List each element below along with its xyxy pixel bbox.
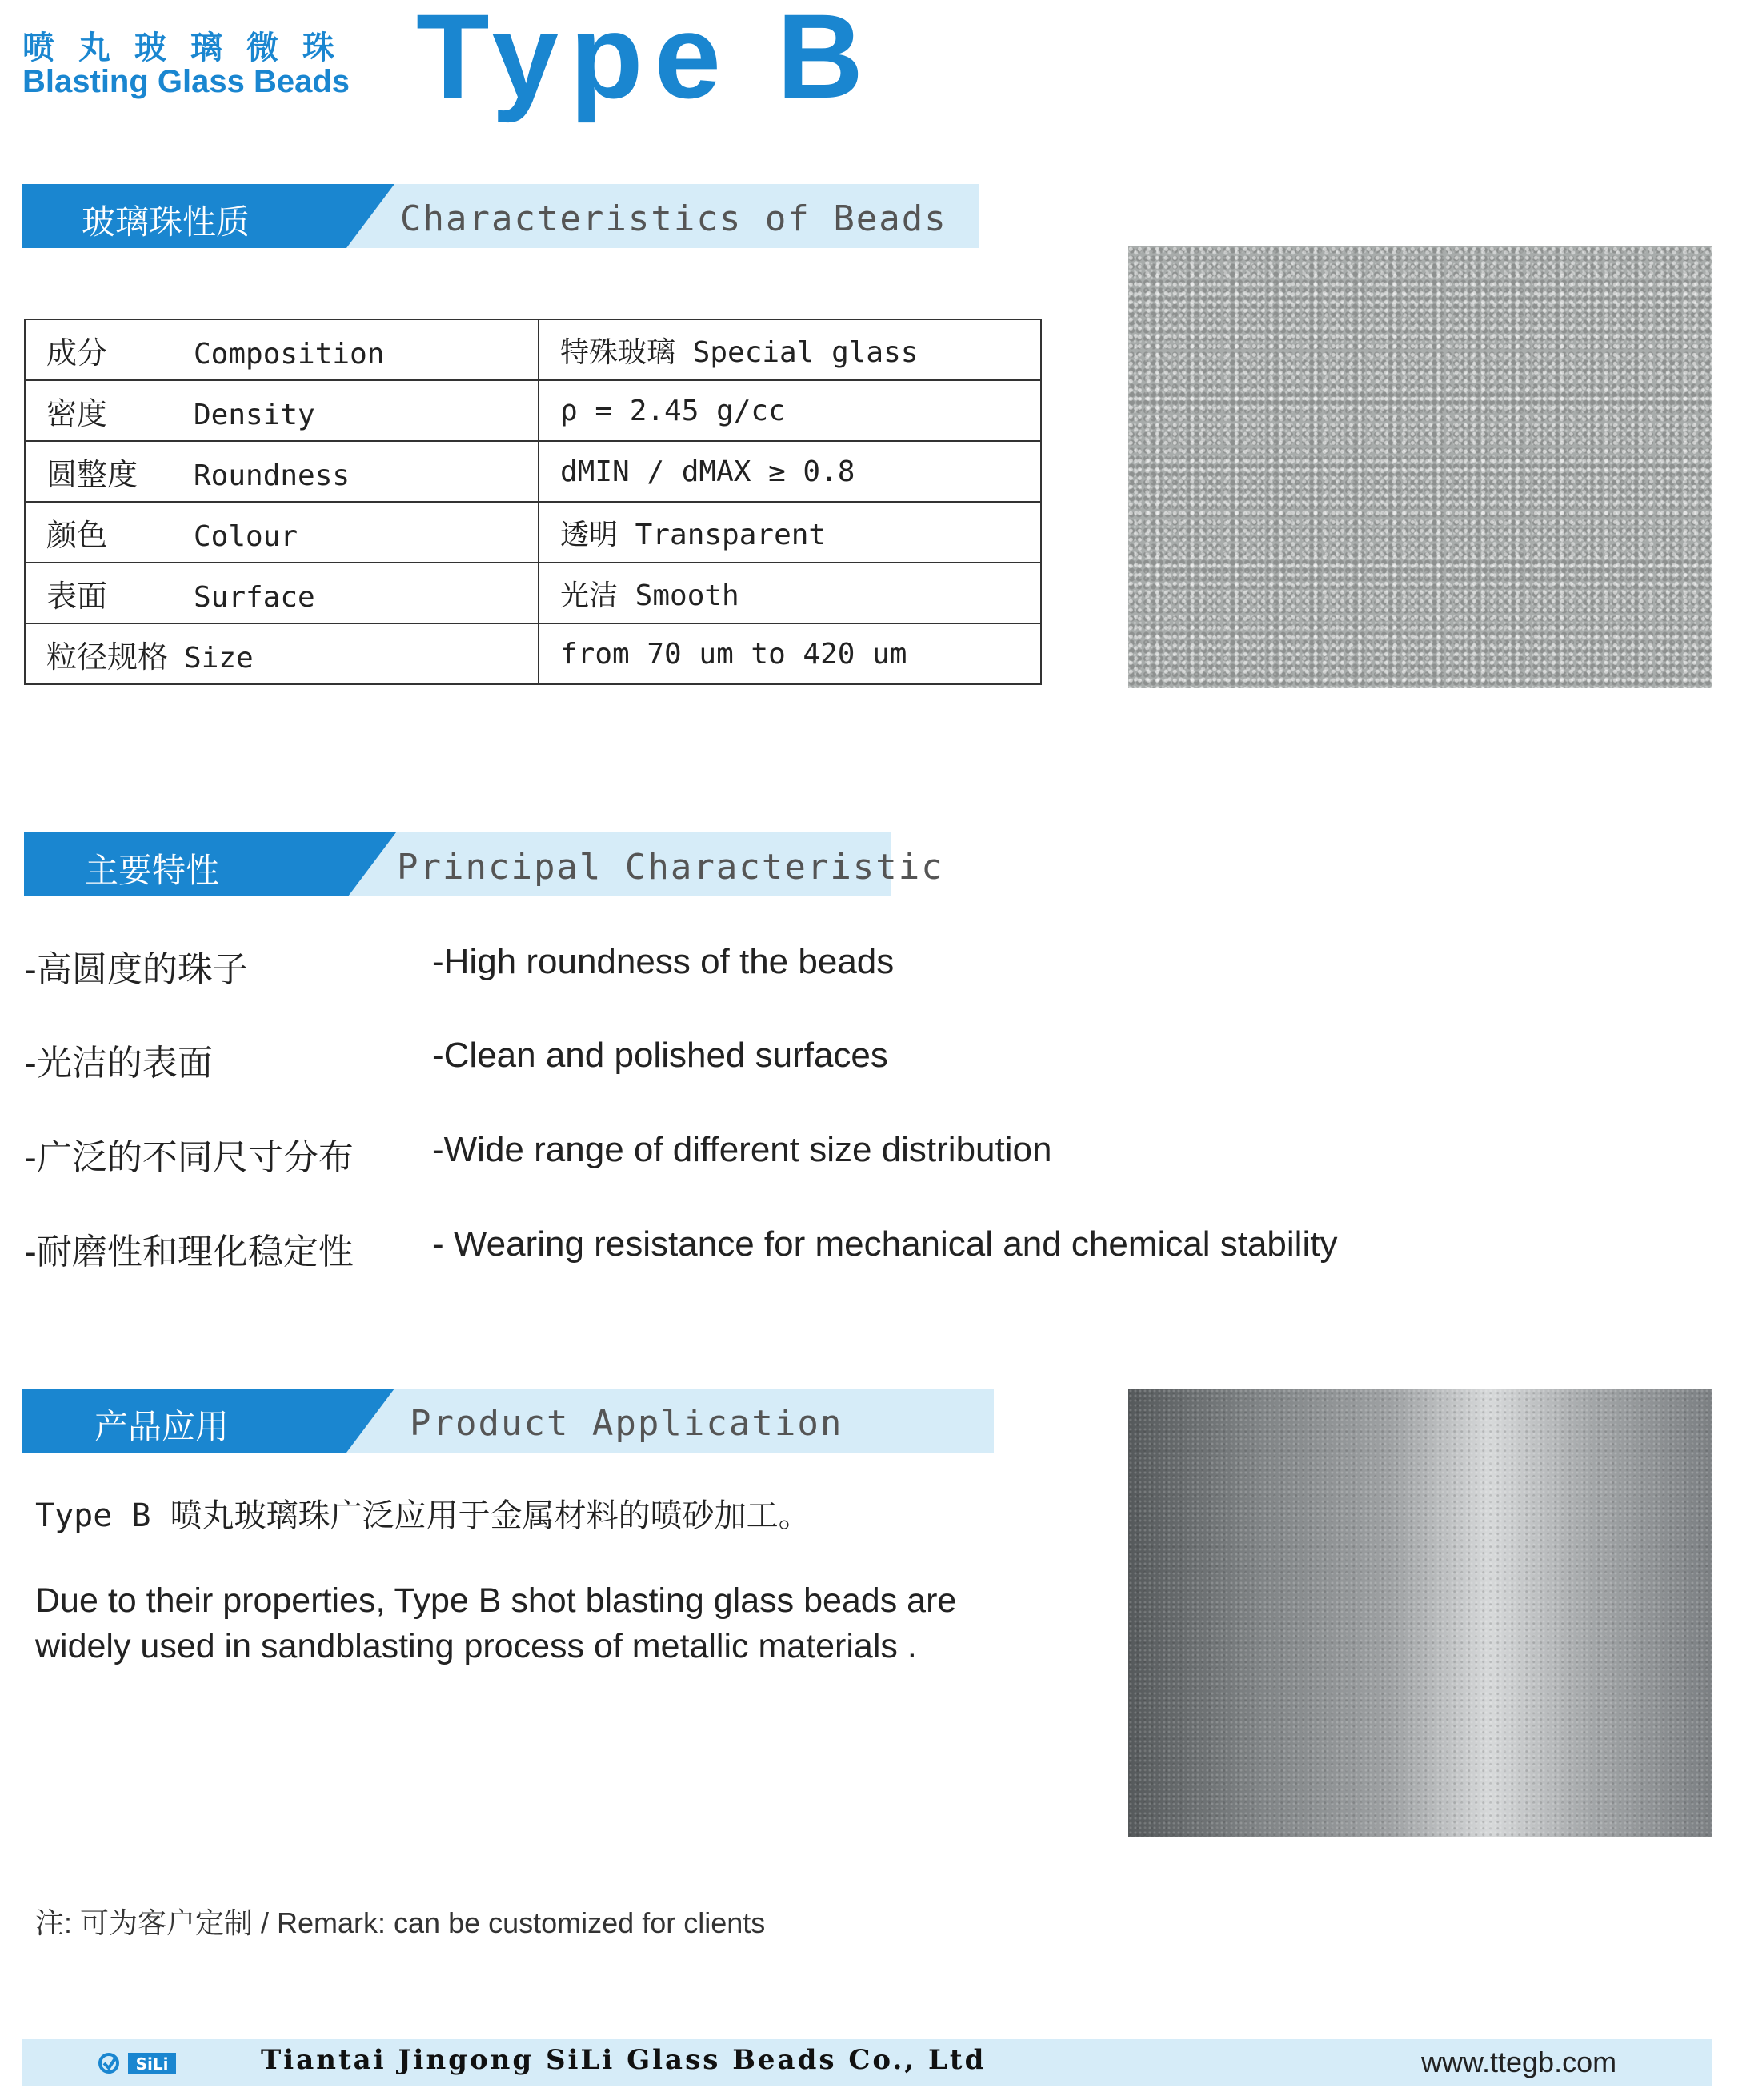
feature-en: -High roundness of the beads — [432, 942, 895, 981]
property-label-en: Colour — [194, 519, 298, 553]
application-section-header — [22, 1389, 994, 1453]
characteristics-title-en: Characteristics of Beads — [400, 198, 947, 239]
remark-text: 注: 可为客户定制 / Remark: can be customized for clients — [35, 1906, 766, 1939]
property-label-cell — [25, 380, 539, 441]
property-value-cell: ρ = 2.45 g/cc — [539, 380, 1041, 441]
property-label-cell — [25, 563, 539, 623]
property-label-en: Size — [184, 641, 254, 675]
property-label-cell — [25, 319, 539, 380]
property-label-cn: 成分 — [46, 335, 108, 371]
properties-table — [24, 319, 1042, 685]
glass-beads-photo — [1128, 246, 1712, 688]
property-label-en: Roundness — [194, 459, 350, 492]
application-title-cn: 产品应用 — [94, 1407, 230, 1446]
characteristics-title-cn: 玻璃珠性质 — [82, 202, 250, 242]
property-label-cell — [25, 441, 539, 502]
property-label-en: Composition — [194, 337, 385, 371]
company-logo-icon — [98, 2050, 178, 2076]
property-value-cell: 透明 Transparent — [539, 502, 1041, 563]
product-type-title: Type B — [416, 0, 875, 123]
footer-company-name: Tiantai Jingong SiLi Glass Beads Co., Ltd — [261, 2044, 987, 2076]
property-value-cell: dMIN / dMAX ≥ 0.8 — [539, 441, 1041, 502]
feature-cn: -光洁的表面 — [24, 1043, 213, 1084]
principal-title-cn: 主要特性 — [85, 851, 220, 890]
property-value-cell: 特殊玻璃 Special glass — [539, 319, 1041, 380]
property-label-cell — [25, 502, 539, 563]
characteristics-section-header — [22, 184, 979, 248]
property-label-cell — [25, 623, 539, 684]
table-row — [25, 502, 1041, 563]
property-value-cell: from 70 um to 420 um — [539, 623, 1041, 684]
feature-en: - Wearing resistance for mechanical and chemical stability — [432, 1224, 1338, 1264]
property-label-en: Density — [194, 398, 315, 431]
table-row — [25, 563, 1041, 623]
english-title: Blasting Glass Beads — [22, 64, 350, 99]
table-row — [25, 623, 1041, 684]
property-label-cn: 表面 — [46, 578, 108, 614]
feature-cn: -高圆度的珠子 — [24, 949, 248, 990]
feature-cn: -耐磨性和理化稳定性 — [24, 1232, 354, 1272]
principal-section-header — [24, 832, 944, 896]
application-text-cn-body: 喷丸玻璃珠广泛应用于金属材料的喷砂加工。 — [170, 1497, 811, 1534]
chinese-title: 喷丸玻璃微珠 — [22, 30, 358, 66]
application-text-cn — [35, 1490, 811, 1536]
property-label-en: Surface — [194, 580, 315, 614]
property-label-cn: 密度 — [46, 395, 108, 431]
table-row — [25, 319, 1041, 380]
property-label-cn: 圆整度 — [46, 456, 138, 492]
table-row — [25, 441, 1041, 502]
application-type-prefix: Type B — [35, 1497, 170, 1534]
table-row — [25, 380, 1041, 441]
property-value-cell: 光洁 Smooth — [539, 563, 1041, 623]
application-text-en: Due to their properties, Type B shot blasting glass beads are widely used in sandblasting process of metallic materials . — [35, 1581, 957, 1665]
principal-title-en: Principal Characteristic — [397, 847, 944, 888]
feature-en: -Clean and polished surfaces — [432, 1036, 888, 1075]
property-label-cn: 颜色 — [46, 517, 108, 553]
footer-website-link[interactable]: www.ttegb.com — [1421, 2046, 1617, 2078]
logo-text: SiLi — [135, 2054, 169, 2074]
application-title-en: Product Application — [410, 1403, 843, 1444]
property-label-cn: 粒径规格 — [46, 639, 169, 675]
feature-cn: -广泛的不同尺寸分布 — [24, 1137, 354, 1178]
feature-en: -Wide range of different size distribution — [432, 1130, 1052, 1169]
blasted-metal-photo — [1128, 1389, 1712, 1837]
